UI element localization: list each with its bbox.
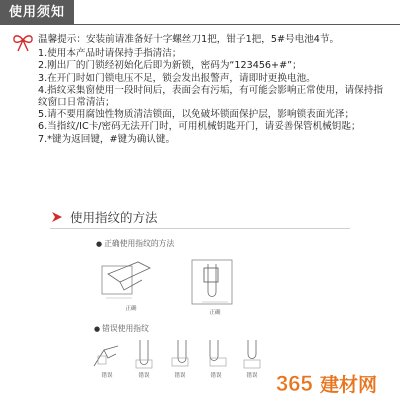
wrong-finger-figure <box>90 340 124 370</box>
figure-caption: 错误 <box>138 373 150 379</box>
figure-caption: 错误 <box>174 373 186 379</box>
notice-intro: 温馨提示：安装前请准备好十字螺丝刀1把，钳子1把，5#号电池4节。 <box>38 34 340 45</box>
figure-caption: 错误 <box>210 373 222 379</box>
svg-text:365: 365 <box>276 371 313 396</box>
figure-caption: 错误 <box>101 373 113 379</box>
correct-usage-heading-text: 正确使用指纹的方法 <box>104 239 175 248</box>
svg-text:建材网: 建材网 <box>320 374 378 396</box>
header-bar <box>0 0 400 28</box>
correct-finger-figure <box>182 254 242 310</box>
notice-item: 7.*键为返回键，#键为确认键。 <box>38 133 176 145</box>
notice-item: 1.使用本产品时请保持手指清洁； <box>38 48 182 60</box>
notice-item: 6.当指纹/IC卡/密码无法开门时，可用机械钥匙开门，请妥善保管机械钥匙； <box>38 121 361 133</box>
notice-item: 5.请不要用腐蚀性物质清洁锁面，以免破坏锁面保护层，影响锁表面光泽； <box>38 109 355 121</box>
section-title-tab: 使用须知 <box>0 0 74 25</box>
wrong-finger-figure <box>166 338 194 370</box>
header-divider <box>74 24 400 25</box>
fingerprint-section-title: 使用指纹的方法 <box>70 210 158 225</box>
correct-usage-heading <box>96 238 174 249</box>
notice-block <box>38 34 390 146</box>
notice-item: 4.指纹采集窗使用一段时间后，表面会有污垢，有可能会影响正常使用，请保持指纹窗口日常清洁； <box>38 84 383 109</box>
ribbon-bow-icon <box>12 34 34 52</box>
wrong-finger-figure <box>202 338 230 370</box>
figure-caption: 正确 <box>125 306 137 312</box>
wrong-usage-heading <box>94 323 149 334</box>
bullet-icon: ● <box>96 240 103 248</box>
notice-item: 2.刚出厂的门锁经初始化后即为新锁，密码为“123456+#”； <box>38 60 302 72</box>
site-watermark-logo <box>276 370 388 396</box>
wrong-usage-heading-text: 错误使用指纹 <box>102 324 149 333</box>
fingerprint-diagram-panel <box>86 228 282 383</box>
correct-finger-figure <box>98 256 160 306</box>
notice-item: 3.在开门时如门锁电压不足，锁会发出报警声，请即时更换电池。 <box>38 72 316 84</box>
wrong-finger-figure <box>130 338 158 370</box>
wrong-finger-figure <box>238 338 266 370</box>
figure-caption: 正确 <box>209 310 221 316</box>
figure-caption: 错误 <box>246 373 258 379</box>
section-arrow-icon <box>50 209 64 223</box>
bullet-icon: ● <box>94 325 101 333</box>
